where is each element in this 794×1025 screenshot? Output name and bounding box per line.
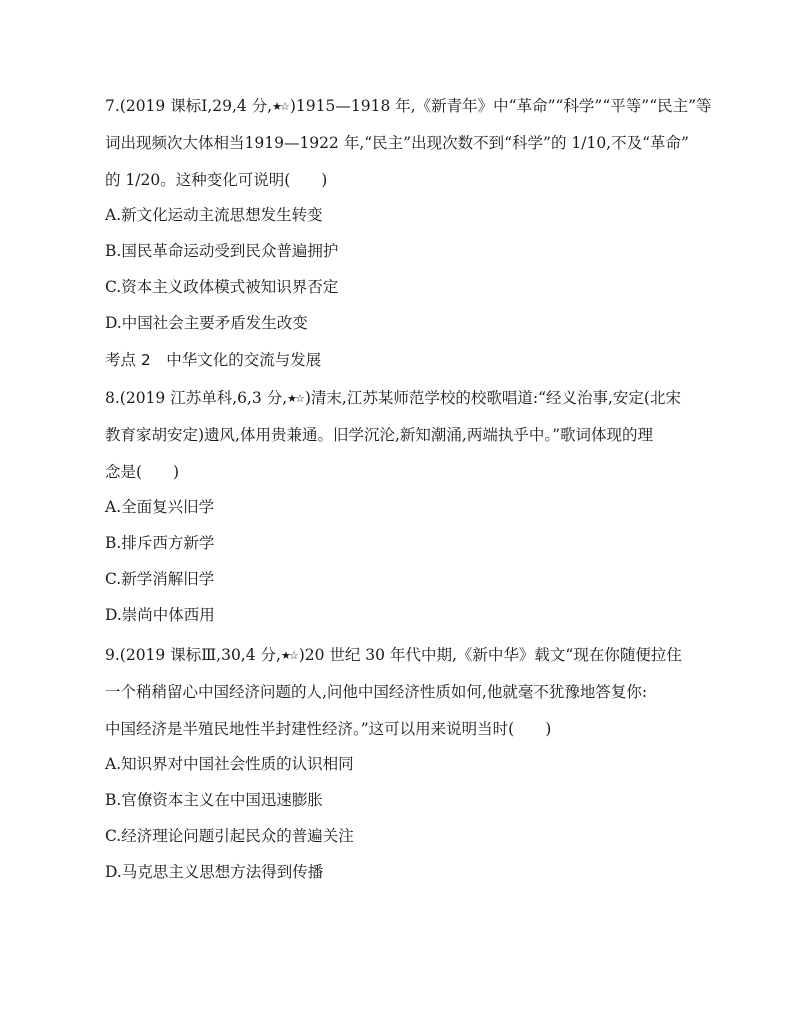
difficulty-stars-icon: ★☆ (287, 392, 303, 405)
q8-stem-line-2: 教育家胡安定)遗风,体用贵兼通。旧学沉沦,新知潮涌,两端执乎中。”歌词体现的理 (105, 426, 654, 444)
q9-source: 9.(2019 课标Ⅲ,30,4 分, (105, 646, 281, 664)
q7-option-d: D.中国社会主要矛盾发生改变 (105, 314, 308, 332)
q9-option-a: A.知识界对中国社会性质的认识相同 (105, 755, 354, 773)
q7-option-c: C.资本主义政体模式被知识界否定 (105, 278, 339, 296)
difficulty-stars-icon: ★☆ (272, 100, 288, 113)
q9-option-d: D.马克思主义思想方法得到传播 (105, 863, 324, 881)
q9-stem-line-1 (105, 645, 682, 666)
q7-source: 7.(2019 课标Ⅰ,29,4 分, (105, 97, 273, 115)
q8-stem-line-1 (105, 388, 681, 409)
q9-option-b: B.官僚资本主义在中国迅速膨胀 (105, 791, 323, 809)
q9-option-c: C.经济理论问题引起民众的普遍关注 (105, 827, 354, 845)
difficulty-stars-icon: ★☆ (280, 649, 297, 662)
q7-stem-text-1: )1915—1918 年,《新青年》中“革命”“科学”“平等”“民主”等 (289, 97, 712, 115)
section-heading: 考点 2 中华文化的交流与发展 (105, 351, 322, 369)
q9-stem-text-1: )20 世纪 30 年代中期,《新中华》载文“现在你随便拉住 (298, 646, 682, 664)
q8-option-b: B.排斥西方新学 (105, 534, 215, 552)
q8-stem-line-3: 念是( ) (105, 463, 180, 481)
q8-source: 8.(2019 江苏单科,6,3 分, (105, 389, 288, 407)
q7-stem-line-2: 词出现频次大体相当1919—1922 年,“民主”出现次数不到“科学”的 1/10,不及“革命” (105, 134, 689, 152)
q7-stem-line-3: 的 1/20。这种变化可说明( ) (105, 171, 328, 189)
q8-stem-text-1: )清末,江苏某师范学校的校歌唱道:“经义治事,安定(北宋 (304, 389, 681, 407)
q9-stem-line-3: 中国经济是半殖民地性半封建性经济。”这可以用来说明当时( ) (105, 720, 552, 738)
q7-option-b: B.国民革命运动受到民众普遍拥护 (105, 242, 339, 260)
q8-option-d: D.崇尚中体西用 (105, 606, 215, 624)
q9-stem-line-2: 一个稍稍留心中国经济问题的人,问他中国经济性质如何,他就毫不犹豫地答复你: (105, 683, 648, 701)
q8-option-a: A.全面复兴旧学 (105, 498, 215, 516)
q8-option-c: C.新学消解旧学 (105, 570, 215, 588)
q7-option-a: A.新文化运动主流思想发生转变 (105, 206, 323, 224)
q7-stem-line-1 (105, 96, 712, 117)
